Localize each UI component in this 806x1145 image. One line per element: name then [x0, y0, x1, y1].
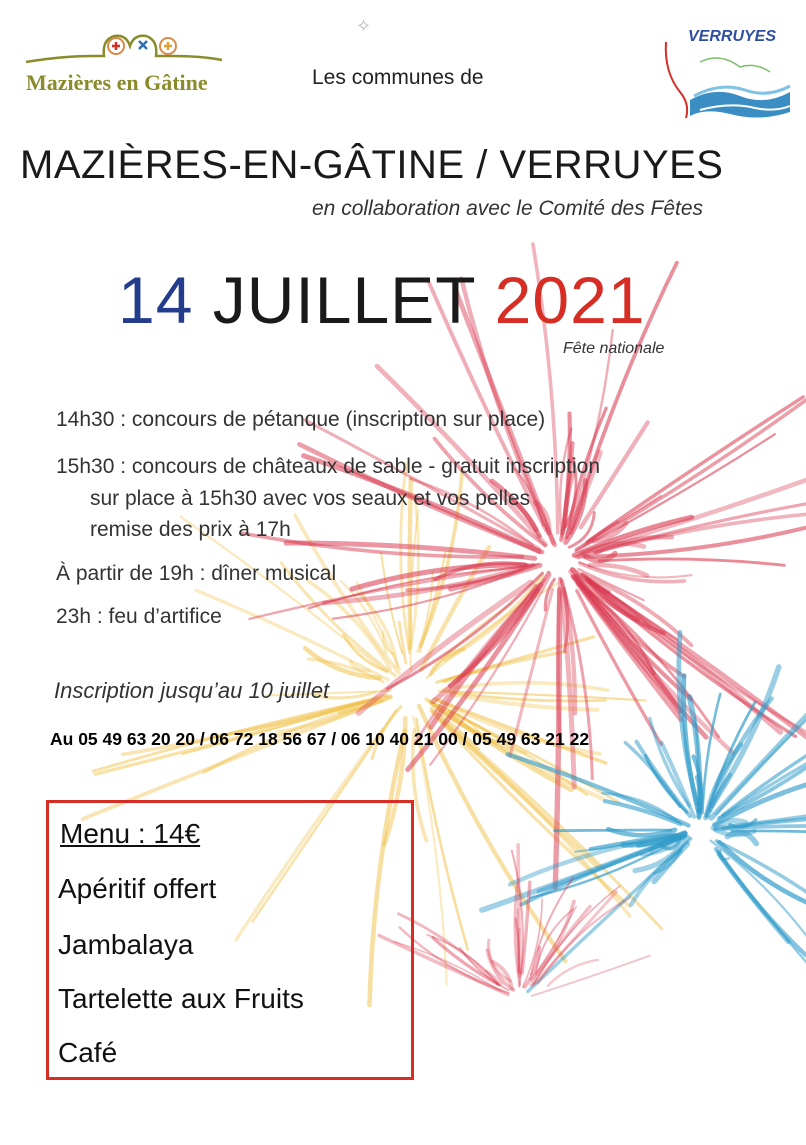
date-year: 2021: [494, 263, 646, 337]
menu-item: Café: [58, 1037, 118, 1068]
firework-stroke: [295, 515, 399, 673]
mazieres-logo: [22, 26, 232, 96]
date-month: JUILLET: [212, 263, 476, 337]
program-item-sandcastles-line2: sur place à 15h30 avec vos seaux et vos pelles: [90, 487, 531, 510]
firework-stroke: [719, 842, 806, 911]
firework-stroke: [531, 907, 590, 985]
program-item-dinner: À partir de 19h : dîner musical: [56, 562, 337, 585]
mazieres-logo-text: Mazières en Gâtine: [26, 70, 208, 95]
menu-title: Menu : 14€: [60, 818, 201, 849]
menu-item: Tartelette aux Fruits: [58, 983, 304, 1014]
firework-stroke: [716, 841, 806, 956]
phone-numbers: Au 05 49 63 20 20 / 06 72 18 56 67 / 06 10 40 21 00 / 05 49 63 21 22: [50, 729, 590, 749]
date-day: 14: [118, 263, 194, 337]
program-item-sandcastles-line3: remise des prix à 17h: [90, 518, 291, 541]
menu-item: Apéritif offert: [58, 873, 217, 904]
verruyes-logo-text: VERRUYES: [688, 28, 777, 45]
intro-text: Les communes de: [312, 66, 484, 89]
firework-stroke: [719, 854, 788, 942]
verruyes-logo: [660, 22, 795, 122]
registration-deadline: Inscription jusqu’au 10 juillet: [54, 678, 330, 703]
firework-stroke: [727, 833, 756, 844]
firework-stroke: [305, 420, 540, 549]
decorative-star-icon: ✧: [356, 16, 372, 36]
mazieres-crosses-icon: [22, 26, 232, 70]
program-item-petanque: 14h30 : concours de pétanque (inscription sur place): [56, 408, 546, 431]
program-item-fireworks: 23h : feu d’artifice: [56, 605, 222, 628]
firework-stroke: [196, 590, 388, 679]
page-title: MAZIÈRES-EN-GÂTINE / VERRUYES: [20, 143, 724, 187]
firework-stroke: [599, 559, 784, 565]
menu-item: Jambalaya: [58, 929, 194, 960]
event-date: [118, 262, 646, 338]
program-item-sandcastles: 15h30 : concours de châteaux de sable - gratuit inscription: [56, 455, 601, 478]
occasion-label: Fête nationale: [563, 340, 665, 357]
subtitle: en collaboration avec le Comité des Fêtes: [312, 197, 704, 220]
firework-stroke: [711, 841, 806, 939]
